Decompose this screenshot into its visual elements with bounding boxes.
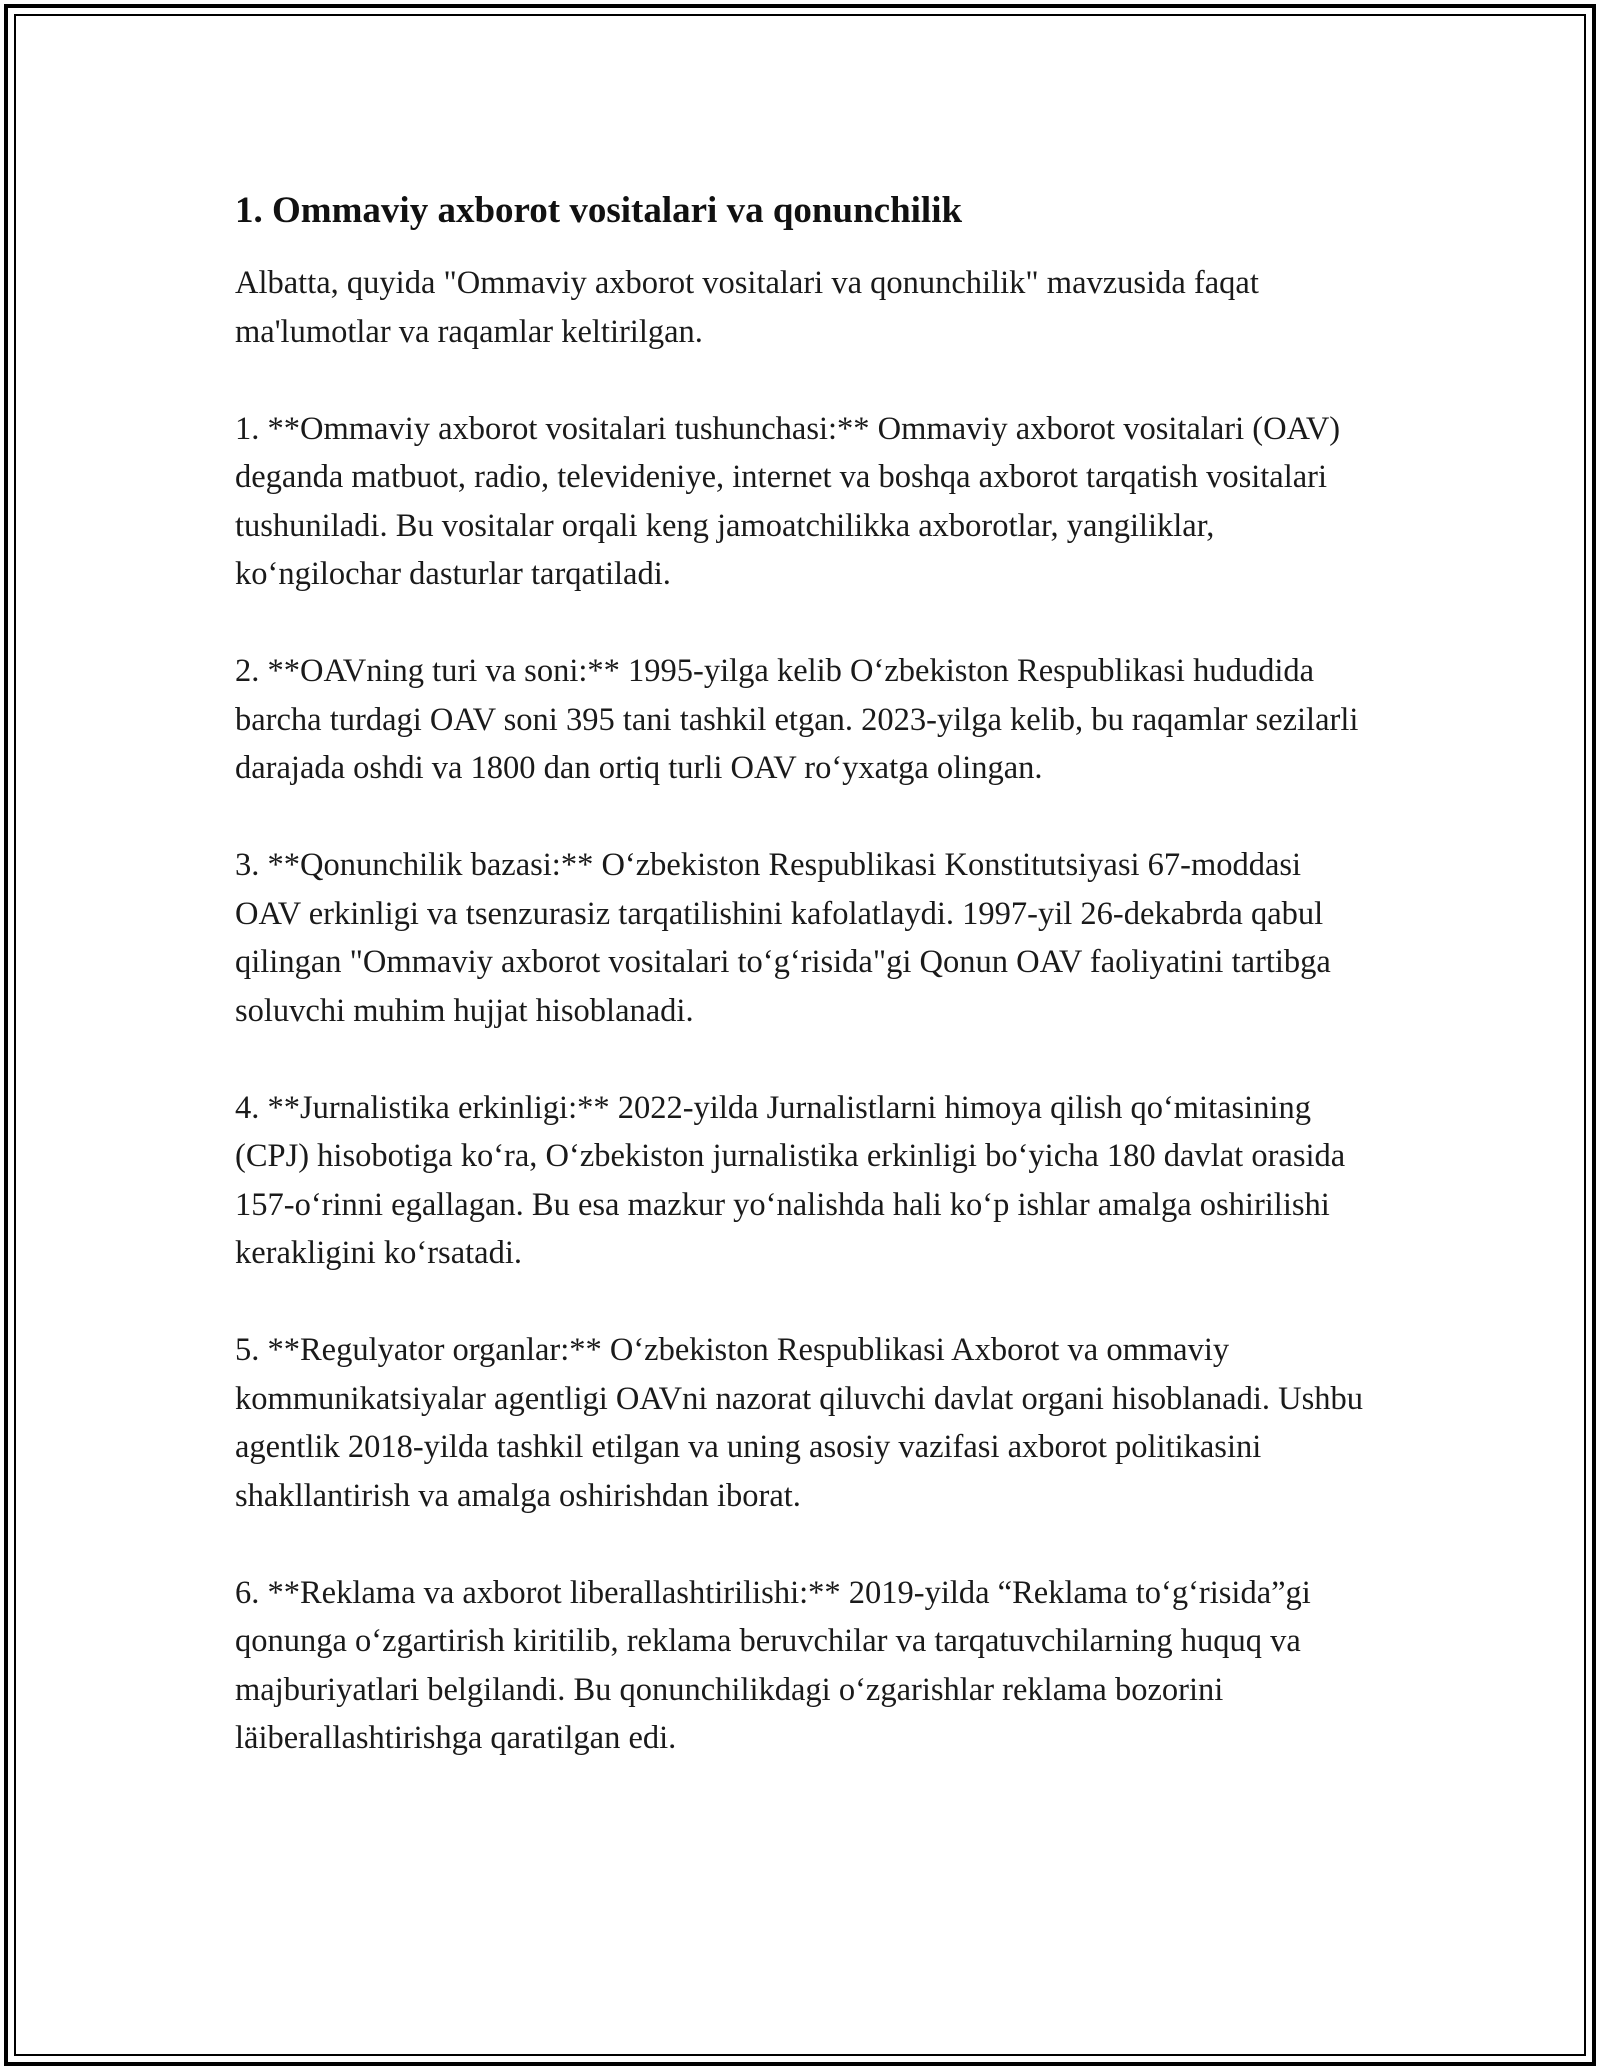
- intro-paragraph: Albatta, quyida "Ommaviy axborot vositalari va qonunchilik" mavzusida faqat ma'lumotlar va raqamlar keltirilgan.: [235, 265, 1259, 350]
- list-item: 4. **Jurnalistika erkinligi:** 2022-yilda Jurnalistlarni himoya qilish qoʻmitasining (CPJ) hisobotiga koʻra, Oʻzbekiston jurnalistika erkinligi boʻyicha 180 davlat orasida 157-oʻrinni egallagan. Bu esa mazkur yoʻnalishda hali koʻp ishlar amalga oshirilishi kerakligini koʻrsatadi.: [235, 1089, 1346, 1271]
- list-item: 6. **Reklama va axborot liberallashtirilishi:** 2019-yilda “Reklama toʻgʻrisida”gi qonunga oʻzgartirish kiritilib, reklama beruvchilar va tarqatuvchilarning huquq va majburiyatlari belgilandi. Bu qonunchilikdagi oʻzgarishlar reklama bozorini läiberallashtirishga qaratilgan edi.: [235, 1574, 1311, 1756]
- list-item: 5. **Regulyator organlar:** Oʻzbekiston Respublikasi Axborot va ommaviy kommunikatsiyalar agentligi OAVni nazorat qiluvchi davlat organi hisoblanadi. Ushbu agentlik 2018-yilda tashkil etilgan va uning asosiy vazifasi axborot politikasini shakllantirish va amalga oshirishdan iborat.: [235, 1332, 1363, 1514]
- list-item: 2. **OAVning turi va soni:** 1995-yilga kelib Oʻzbekiston Respublikasi hududida barcha turdagi OAV soni 395 tani tashkil etgan. 2023-yilga kelib, bu raqamlar sezilarli darajada oshdi va 1800 dan ortiq turli OAV roʻyxatga olingan.: [235, 653, 1359, 786]
- document-title: 1. Ommaviy axborot vositalari va qonunchilik: [235, 190, 963, 231]
- list-item: 1. **Ommaviy axborot vositalari tushunchasi:** Ommaviy axborot vositalari (OAV) deganda matbuot, radio, televideniye, internet va boshqa axborot tarqatish vositalari tushuniladi. Bu vositalar orqali keng jamoatchilikka axborotlar, yangiliklar, koʻngilochar dasturlar tarqatiladi.: [235, 410, 1341, 592]
- document-body: [235, 187, 1365, 1811]
- list-item: 3. **Qonunchilik bazasi:** Oʻzbekiston Respublikasi Konstitutsiyasi 67-moddasi OAV erkinligi va tsenzurasiz tarqatilishini kafolatlaydi. 1997-yil 26-dekabrda qabul qilingan "Ommaviy axborot vositalari toʻgʻrisida"gi Qonun OAV faoliyatini tartibga soluvchi muhim hujjat hisoblanadi.: [235, 847, 1331, 1029]
